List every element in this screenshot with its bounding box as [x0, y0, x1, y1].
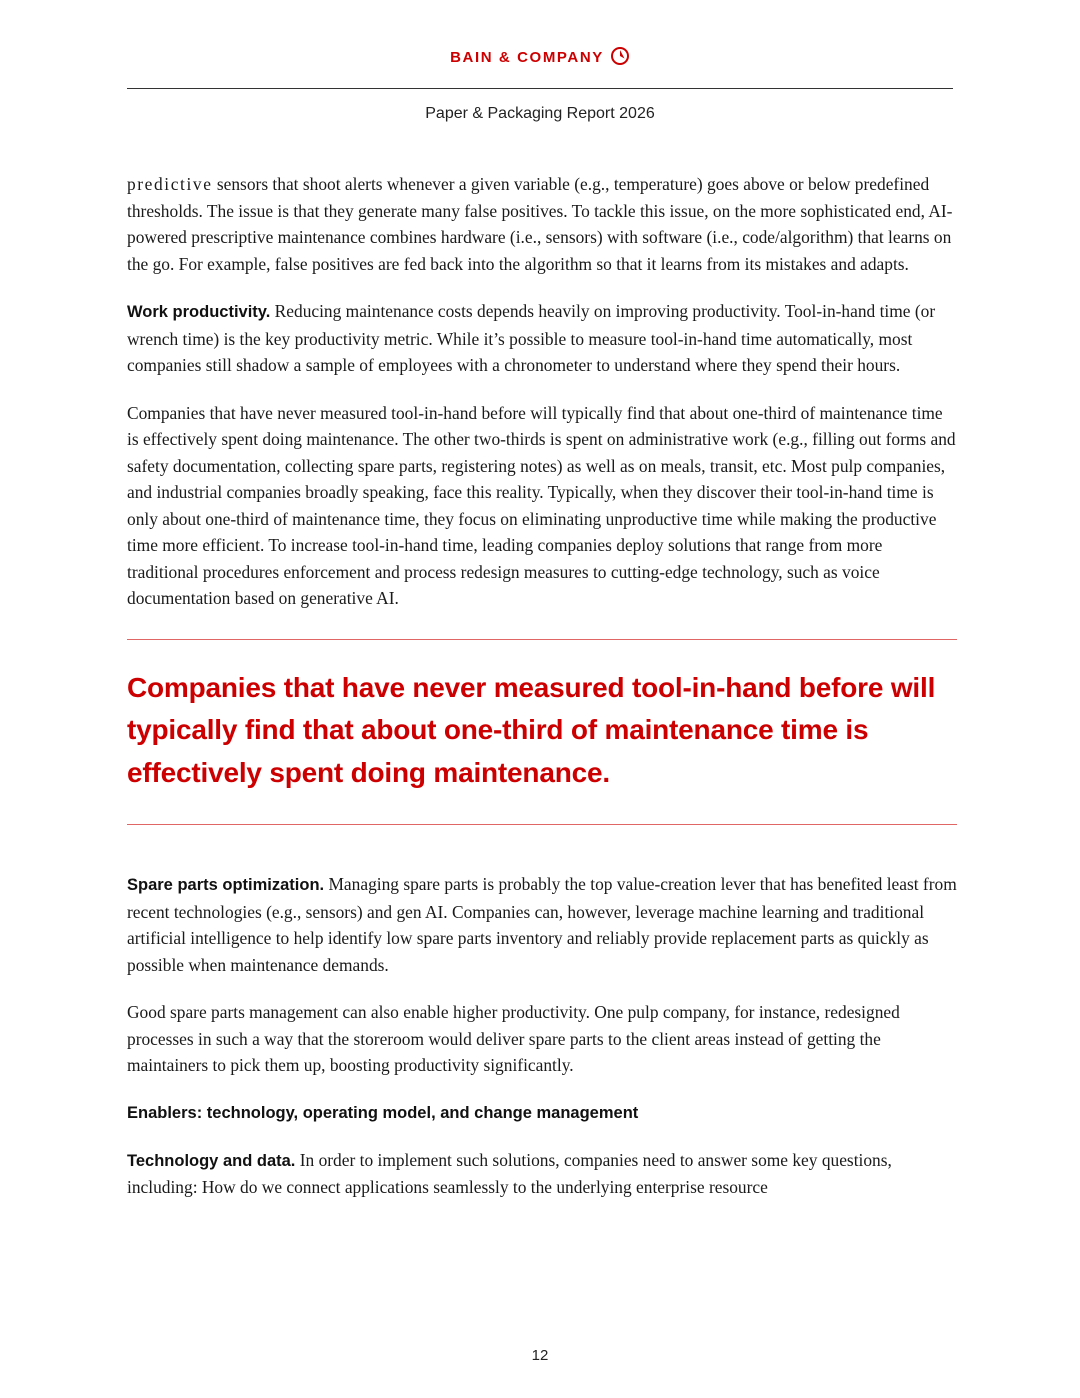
paragraph-text: sensors that shoot alerts whenever a given variable (e.g., temperature) goes above or below predefined thresholds. The issue is that they generate many false positives. To tackle this issue, on the more sophisticated end, AI-powered prescriptive maintenance combines hardware (i.e., sensors) with software (i.e., code/algorithm) that learns on the go. For example, false positives are fed back into the algorithm so that it learns from its mistakes and adapts. — [127, 174, 953, 274]
paragraph-tool-in-hand: Companies that have never measured tool-in-hand before will typically find that about one-third of maintenance time is effectively spent doing maintenance. The other two-thirds is spent on administrative work (e.g., filling out forms and safety documentation, collecting spare parts, registering notes) as well as on meals, transit, etc. Most pulp companies, and industrial companies broadly speaking, face this reality. Typically, when they discover their tool-in-hand time is only about one-third of maintenance time, they focus on eliminating unproductive time while making the productive time more efficient. To increase tool-in-hand time, leading companies deploy solutions that range from more traditional procedures enforcement and process redesign measures to cutting-edge technology, such as voice documentation based on generative AI. — [127, 402, 956, 608]
report-title: Paper & Packaging Report 2026 — [425, 105, 655, 122]
paragraph-work-productivity — [127, 298, 957, 379]
paragraph-technology-data — [127, 1147, 957, 1201]
section-subheading: Enablers: technology, operating model, and change management — [127, 1103, 639, 1122]
bain-compass-icon — [610, 46, 630, 70]
pull-quote — [127, 639, 957, 826]
paragraph-spare-parts — [127, 871, 957, 978]
page-number: 12 — [531, 1347, 549, 1364]
paragraph-lead-heading: Work productivity. — [127, 303, 271, 321]
paragraph-lead-word: predictive — [127, 174, 213, 194]
paragraph-spare-parts-productivity: Good spare parts management can also enable higher productivity. One pulp company, for instance, redesigned processes in such a way that the storeroom would deliver spare parts to the client areas instead of getting the maintainers to pick them up, boosting productivity significantly. — [127, 1002, 900, 1075]
paragraph-predictive-maintenance — [127, 171, 957, 277]
header-divider — [127, 88, 953, 89]
brand-logo — [0, 46, 1080, 70]
paragraph-lead-heading: Technology and data. — [127, 1151, 296, 1170]
paragraph-text: In order to implement such solutions, companies need to answer some key questions, including: How do we connect applications seamlessly to the underlying enterprise resource — [127, 1149, 892, 1197]
paragraph-text: Reducing maintenance costs depends heavily on improving productivity. Tool-in-hand time (or wrench time) is the key productivity metric. While it’s possible to measure tool-in-hand time automatically, most companies still shadow a sample of employees with a chronometer to understand where they spend their hours. — [127, 301, 936, 375]
brand-name: BAIN & COMPANY — [450, 49, 604, 66]
paragraph-lead-heading: Spare parts optimization. — [127, 876, 325, 894]
paragraph-text: Managing spare parts is probably the top value-creation lever that has benefited least from recent technologies (e.g., sensors) and gen AI. Companies can, however, leverage machine learning and traditional artificial intelligence to help identify low spare parts inventory and reliably provide replacement parts as quickly as possible when maintenance demands. — [127, 874, 957, 975]
page-content — [127, 171, 957, 1222]
pull-quote-text: Companies that have never measured tool-in-hand before will typically find that about one-third of maintenance time is effectively spent doing maintenance. — [127, 671, 936, 788]
